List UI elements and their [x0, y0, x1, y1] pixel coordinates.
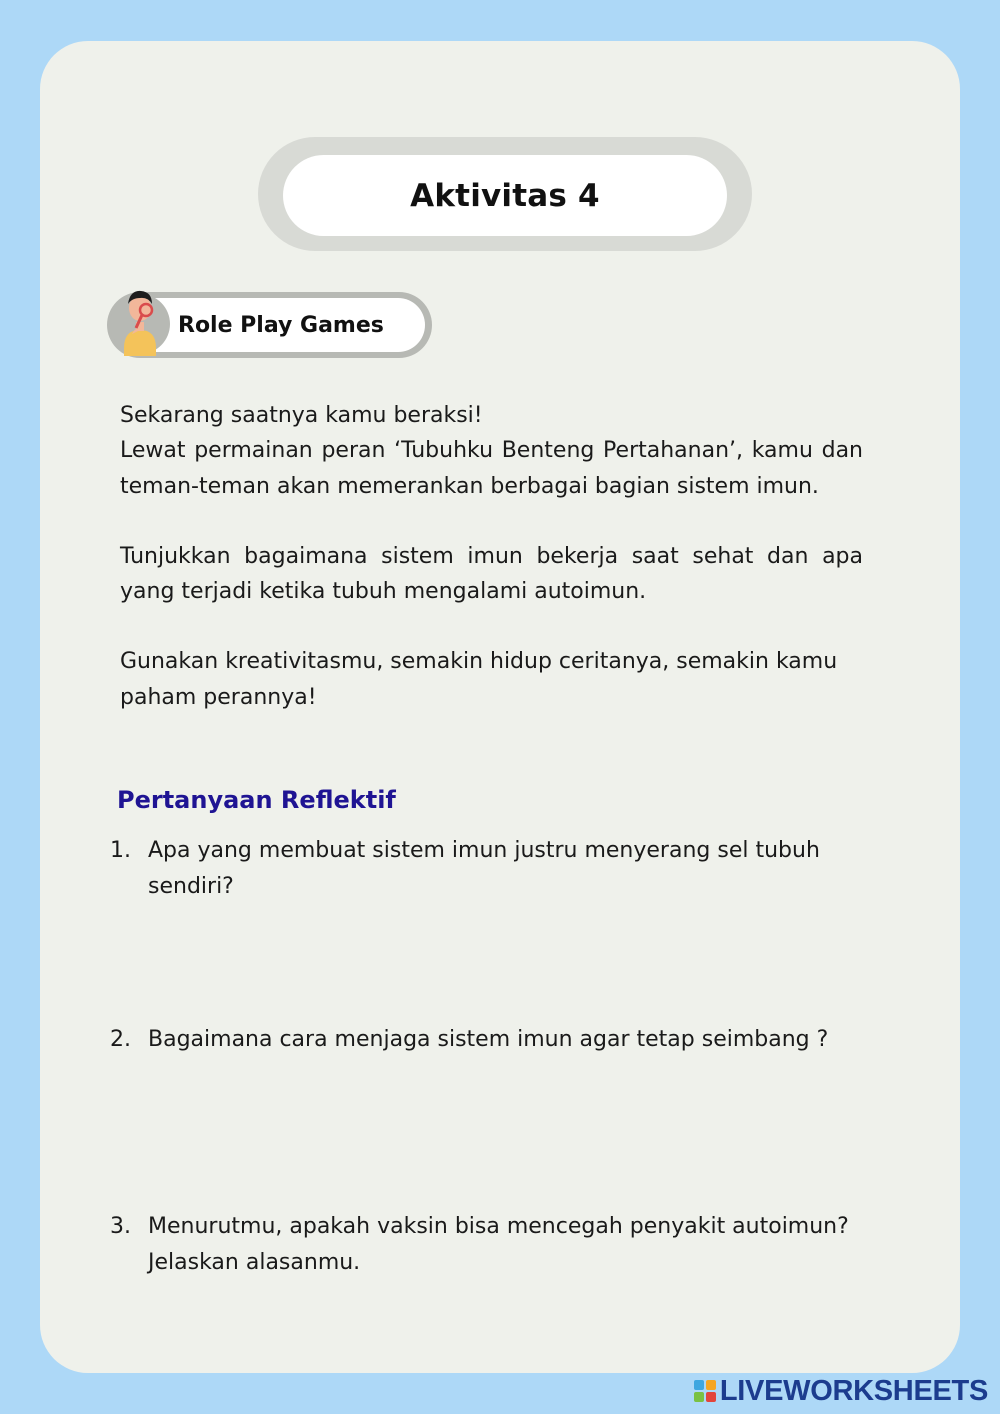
liveworksheets-watermark[interactable]	[694, 1376, 988, 1406]
question-text: Bagaimana cara menjaga sistem imun agar tetap seimbang ?	[148, 1027, 829, 1052]
question-text: Apa yang membuat sistem imun justru menyerang sel tubuh sendiri?	[148, 838, 820, 899]
question-number: 3.	[110, 1214, 131, 1239]
intro-paragraph-1: Lewat permainan peran ‘Tubuhku Benteng Pertahanan’, kamu dan teman-teman akan memerankan berbagai bagian sistem imun.	[120, 438, 863, 499]
liveworksheets-logo-icon	[694, 1380, 716, 1402]
intro-paragraph-2: Tunjukkan bagaimana sistem imun bekerja saat sehat dan apa yang terjadi ketika tubuh mengalami autoimun.	[120, 543, 863, 605]
section-label: Role Play Games	[178, 312, 384, 338]
intro-line-1: Sekarang saatnya kamu beraksi!	[120, 403, 483, 428]
intro-paragraph-3: Gunakan kreativitasmu, semakin hidup ceritanya, semakin kamu paham perannya!	[120, 649, 838, 710]
question-number: 2.	[110, 1027, 131, 1052]
question-item	[110, 1209, 850, 1280]
question-item	[110, 833, 850, 904]
question-number: 1.	[110, 838, 131, 863]
intro-text	[120, 398, 863, 715]
student-magnifier-icon	[110, 278, 170, 356]
question-text: Menurutmu, apakah vaksin bisa mencegah penyakit autoimun? Jelaskan alasanmu.	[148, 1214, 849, 1275]
question-item	[110, 1022, 850, 1058]
page-title: Aktivitas 4	[283, 155, 727, 236]
reflection-title: Pertanyaan Reflektif	[117, 786, 396, 814]
watermark-text: LIVEWORKSHEETS	[719, 1374, 988, 1407]
